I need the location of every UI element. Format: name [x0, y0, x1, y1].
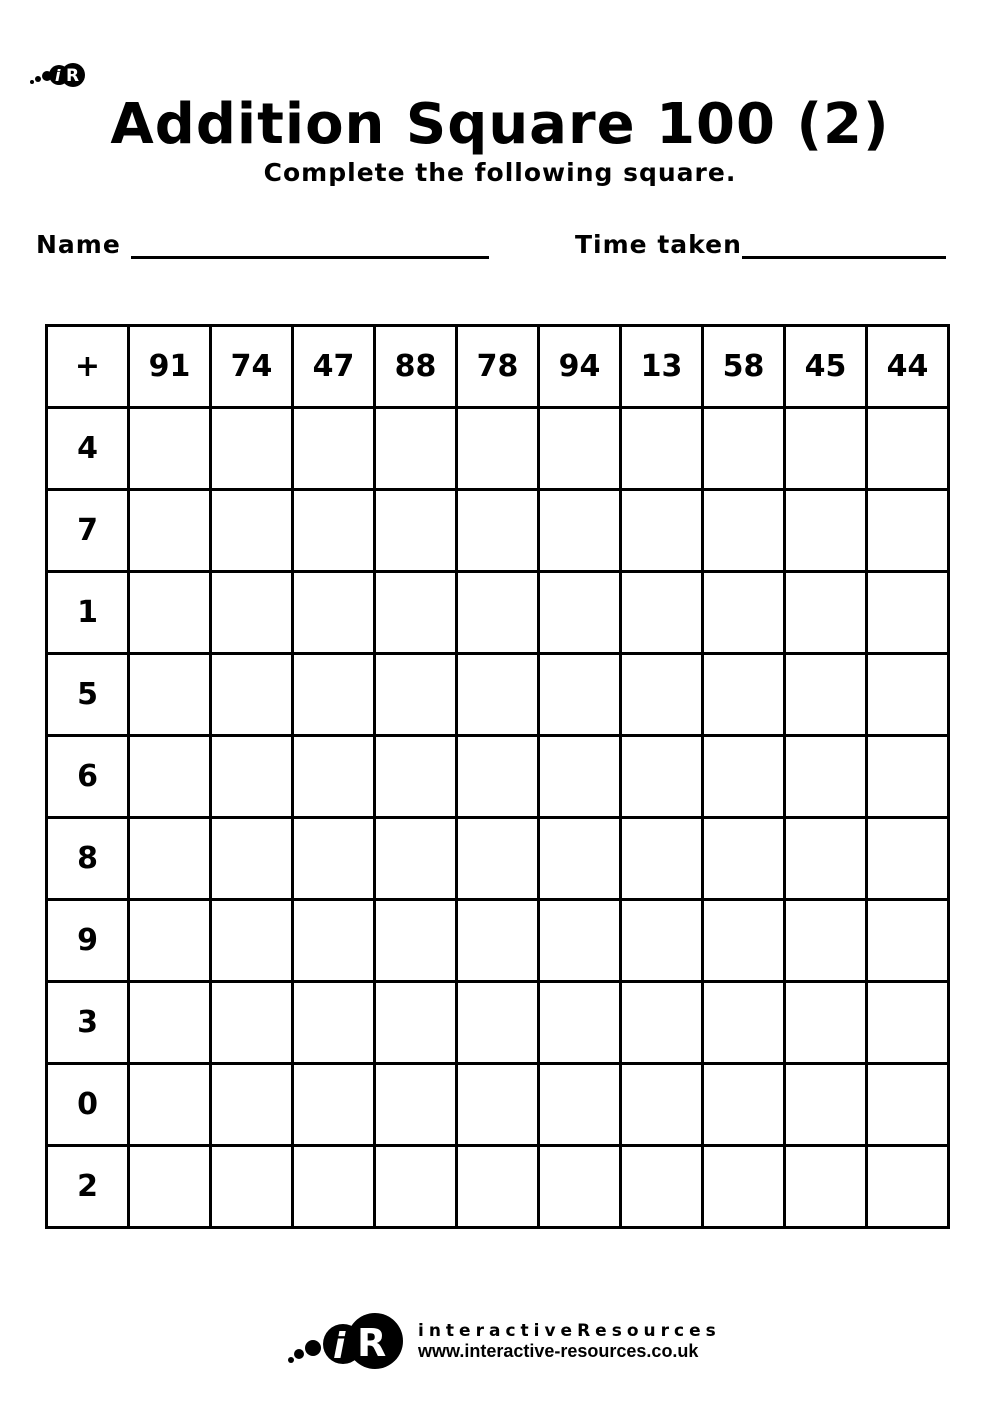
column-header: 94 — [539, 326, 621, 408]
answer-cell[interactable] — [703, 408, 785, 490]
answer-cell[interactable] — [621, 408, 703, 490]
answer-cell[interactable] — [375, 654, 457, 736]
answer-cell[interactable] — [703, 982, 785, 1064]
answer-cell[interactable] — [293, 1146, 375, 1228]
grid-row — [47, 818, 949, 900]
answer-cell[interactable] — [621, 654, 703, 736]
row-header: 0 — [47, 1064, 129, 1146]
column-header: 47 — [293, 326, 375, 408]
answer-cell[interactable] — [539, 736, 621, 818]
answer-cell[interactable] — [621, 818, 703, 900]
svg-text:R: R — [357, 1321, 387, 1365]
answer-cell[interactable] — [703, 900, 785, 982]
answer-cell[interactable] — [211, 900, 293, 982]
answer-cell[interactable] — [867, 654, 949, 736]
answer-cell[interactable] — [293, 1064, 375, 1146]
answer-cell[interactable] — [457, 1064, 539, 1146]
answer-cell[interactable] — [867, 1146, 949, 1228]
answer-cell[interactable] — [375, 572, 457, 654]
answer-cell[interactable] — [293, 818, 375, 900]
answer-cell[interactable] — [129, 490, 211, 572]
answer-cell[interactable] — [785, 490, 867, 572]
grid-row — [47, 490, 949, 572]
answer-cell[interactable] — [539, 900, 621, 982]
addition-grid — [45, 324, 950, 1229]
answer-cell[interactable] — [457, 654, 539, 736]
column-header: 58 — [703, 326, 785, 408]
answer-cell[interactable] — [129, 572, 211, 654]
answer-cell[interactable] — [457, 408, 539, 490]
answer-cell[interactable] — [375, 818, 457, 900]
grid-row — [47, 736, 949, 818]
answer-cell[interactable] — [539, 1146, 621, 1228]
answer-cell[interactable] — [539, 818, 621, 900]
answer-cell[interactable] — [293, 408, 375, 490]
header-row — [47, 326, 949, 408]
answer-cell[interactable] — [785, 572, 867, 654]
answer-cell[interactable] — [621, 1146, 703, 1228]
answer-cell[interactable] — [293, 572, 375, 654]
column-header: 74 — [211, 326, 293, 408]
grid-row — [47, 1146, 949, 1228]
answer-cell[interactable] — [703, 818, 785, 900]
answer-cell[interactable] — [539, 654, 621, 736]
answer-cell[interactable] — [293, 490, 375, 572]
answer-cell[interactable] — [539, 982, 621, 1064]
time-input-line[interactable] — [742, 228, 946, 259]
answer-cell[interactable] — [457, 736, 539, 818]
column-header: 78 — [457, 326, 539, 408]
instruction: Complete the following square. — [263, 158, 737, 187]
answer-cell[interactable] — [703, 1146, 785, 1228]
grid-row — [47, 982, 949, 1064]
answer-cell[interactable] — [211, 490, 293, 572]
answer-cell[interactable] — [621, 1064, 703, 1146]
answer-cell[interactable] — [867, 490, 949, 572]
answer-cell[interactable] — [703, 736, 785, 818]
operator-cell: + — [47, 326, 129, 408]
answer-cell[interactable] — [703, 1064, 785, 1146]
answer-cell[interactable] — [621, 572, 703, 654]
answer-cell[interactable] — [539, 408, 621, 490]
time-label: Time taken — [575, 230, 742, 259]
answer-cell[interactable] — [129, 982, 211, 1064]
row-header: 2 — [47, 1146, 129, 1228]
row-header: 8 — [47, 818, 129, 900]
answer-cell[interactable] — [293, 900, 375, 982]
grid-row — [47, 1064, 949, 1146]
row-header: 9 — [47, 900, 129, 982]
svg-text:i: i — [333, 1326, 346, 1367]
row-header: 6 — [47, 736, 129, 818]
answer-cell[interactable] — [785, 1064, 867, 1146]
column-header: 91 — [129, 326, 211, 408]
answer-cell[interactable] — [457, 818, 539, 900]
name-label: Name — [36, 230, 121, 259]
time-field — [575, 228, 946, 259]
answer-cell[interactable] — [293, 654, 375, 736]
answer-cell[interactable] — [129, 1064, 211, 1146]
ir-logo-icon — [28, 60, 88, 92]
row-header: 5 — [47, 654, 129, 736]
answer-cell[interactable] — [457, 982, 539, 1064]
answer-cell[interactable] — [129, 1146, 211, 1228]
answer-cell[interactable] — [539, 1064, 621, 1146]
answer-cell[interactable] — [375, 408, 457, 490]
answer-cell[interactable] — [785, 1146, 867, 1228]
answer-cell[interactable] — [867, 818, 949, 900]
answer-cell[interactable] — [867, 982, 949, 1064]
answer-cell[interactable] — [785, 818, 867, 900]
answer-cell[interactable] — [293, 982, 375, 1064]
row-header: 1 — [47, 572, 129, 654]
answer-cell[interactable] — [129, 900, 211, 982]
answer-cell[interactable] — [457, 1146, 539, 1228]
column-header: 45 — [785, 326, 867, 408]
answer-cell[interactable] — [211, 654, 293, 736]
grid-row — [47, 408, 949, 490]
answer-cell[interactable] — [211, 818, 293, 900]
answer-cell[interactable] — [375, 1146, 457, 1228]
answer-cell[interactable] — [621, 900, 703, 982]
answer-cell[interactable] — [211, 1064, 293, 1146]
answer-cell[interactable] — [457, 572, 539, 654]
column-header: 13 — [621, 326, 703, 408]
grid-row — [47, 900, 949, 982]
grid-row — [47, 654, 949, 736]
row-header: 7 — [47, 490, 129, 572]
page-title: Addition Square 100 (2) — [110, 92, 890, 157]
brand-name: interactiveResources — [418, 1320, 721, 1341]
answer-cell[interactable] — [785, 982, 867, 1064]
answer-cell[interactable] — [129, 818, 211, 900]
answer-cell[interactable] — [375, 1064, 457, 1146]
answer-cell[interactable] — [785, 736, 867, 818]
answer-cell[interactable] — [129, 736, 211, 818]
answer-cell[interactable] — [621, 982, 703, 1064]
answer-cell[interactable] — [129, 654, 211, 736]
answer-cell[interactable] — [293, 736, 375, 818]
answer-cell[interactable] — [703, 572, 785, 654]
footer — [285, 1308, 721, 1374]
answer-cell[interactable] — [539, 572, 621, 654]
column-header: 88 — [375, 326, 457, 408]
name-input-line[interactable] — [131, 228, 489, 259]
ir-logo-icon — [285, 1308, 410, 1374]
answer-cell[interactable] — [785, 900, 867, 982]
answer-cell[interactable] — [129, 408, 211, 490]
answer-cell[interactable] — [867, 900, 949, 982]
svg-text:R: R — [66, 66, 80, 86]
answer-cell[interactable] — [703, 490, 785, 572]
answer-cell[interactable] — [867, 736, 949, 818]
answer-cell[interactable] — [211, 1146, 293, 1228]
grid-row — [47, 572, 949, 654]
answer-cell[interactable] — [375, 490, 457, 572]
answer-cell[interactable] — [375, 982, 457, 1064]
row-header: 3 — [47, 982, 129, 1064]
answer-cell[interactable] — [211, 982, 293, 1064]
answer-cell[interactable] — [785, 654, 867, 736]
answer-cell[interactable] — [457, 900, 539, 982]
website-link[interactable]: www.interactive-resources.co.uk — [418, 1340, 699, 1361]
answer-cell[interactable] — [867, 408, 949, 490]
row-header: 4 — [47, 408, 129, 490]
column-header: 44 — [867, 326, 949, 408]
answer-cell[interactable] — [621, 490, 703, 572]
answer-cell[interactable] — [211, 736, 293, 818]
answer-cell[interactable] — [785, 408, 867, 490]
answer-cell[interactable] — [211, 408, 293, 490]
svg-text:i: i — [55, 66, 61, 85]
name-field — [36, 228, 489, 259]
answer-cell[interactable] — [867, 1064, 949, 1146]
answer-cell[interactable] — [621, 736, 703, 818]
answer-cell[interactable] — [703, 654, 785, 736]
answer-cell[interactable] — [211, 572, 293, 654]
answer-cell[interactable] — [375, 736, 457, 818]
answer-cell[interactable] — [867, 572, 949, 654]
answer-cell[interactable] — [375, 900, 457, 982]
answer-cell[interactable] — [457, 490, 539, 572]
answer-cell[interactable] — [539, 490, 621, 572]
